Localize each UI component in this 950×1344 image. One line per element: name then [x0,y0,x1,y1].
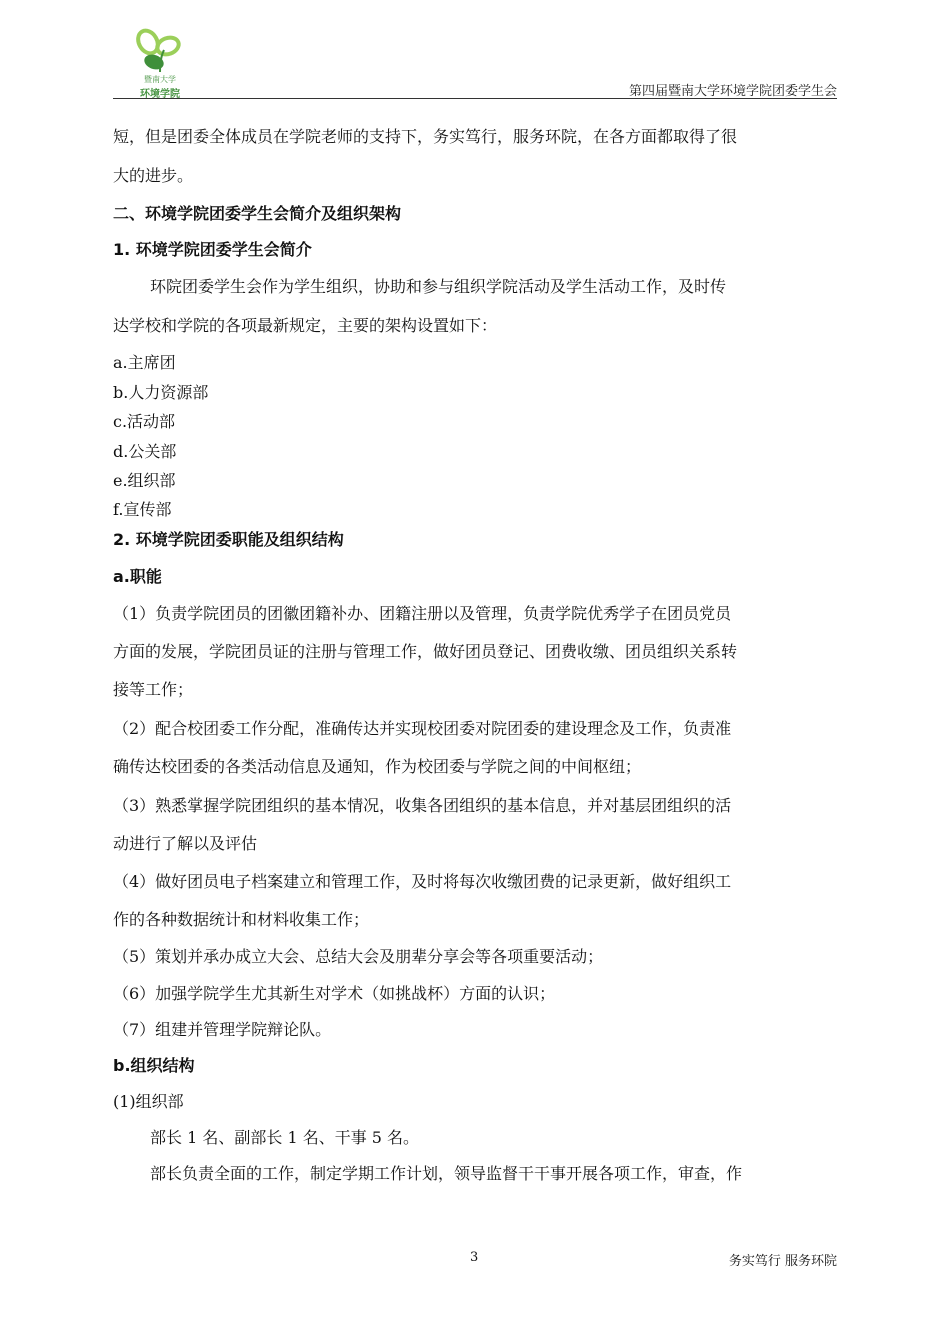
list-item: e.组织部 [113,471,176,490]
list-item: b.人力资源部 [113,383,209,402]
header-divider [113,98,837,99]
paragraph-line: （3）熟悉掌握学院团组织的基本情况，收集各团组织的基本信息，并对基层团组织的活 [113,796,732,815]
paragraph-line: （6）加强学院学生尤其新生对学术（如挑战杯）方面的认识； [113,984,556,1003]
paragraph-line: （1）负责学院团员的团徽团籍补办、团籍注册以及管理，负责学院优秀学子在团员党员 [113,604,732,623]
subsection-heading: b.组织结构 [113,1056,195,1075]
list-item: c.活动部 [113,412,176,431]
paragraph-line: 作的各种数据统计和材料收集工作； [113,910,370,929]
section-heading: 二、环境学院团委学生会简介及组织架构 [113,204,402,223]
list-item: f.宣传部 [113,500,172,519]
paragraph-line: 动进行了解以及评估 [113,834,258,853]
paragraph-line: 接等工作； [113,680,194,699]
list-item: a.主席团 [113,353,176,372]
footer-motto: 务实笃行 服务环院 [728,1254,837,1269]
paragraph-line: （7）组建并管理学院辩论队。 [113,1020,332,1039]
paragraph-line: 环院团委学生会作为学生组织，协助和参与组织学院活动及学生活动工作，及时传 [150,277,727,296]
subsection-heading: a.职能 [113,567,162,586]
page-number: 3 [470,1250,479,1265]
list-item: d.公关部 [113,442,177,461]
paragraph-line: （4）做好团员电子档案建立和管理工作，及时将每次收缴团费的记录更新，做好组织工 [113,872,732,891]
header-title: 第四届暨南大学环境学院团委学生会 [628,84,837,99]
paragraph-line: 方面的发展，学院团员证的注册与管理工作，做好团员登记、团费收缴、团员组织关系转 [113,642,738,661]
logo-text-university: 暨南大学 [144,75,176,84]
paragraph-line: (1)组织部 [113,1092,184,1111]
paragraph-line: （5）策划并承办成立大会、总结大会及朋辈分享会等各项重要活动； [113,947,604,966]
paragraph-line: 达学校和学院的各项最新规定，主要的架构设置如下： [113,316,498,335]
subsection-heading: 1. 环境学院团委学生会简介 [113,240,312,259]
college-logo [128,28,192,100]
paragraph-line: 短，但是团委全体成员在学院老师的支持下，务实笃行，服务环院，在各方面都取得了很 [113,127,738,146]
paragraph-line: 部长负责全面的工作，制定学期工作计划，领导监督干干事开展各项工作，审查，作 [150,1164,743,1183]
paragraph-line: （2）配合校团委工作分配，准确传达并实现校团委对院团委的建设理念及工作，负责准 [113,719,732,738]
logo-text-college: 环境学院 [140,89,180,100]
leaf-logo-icon [134,28,186,74]
subsection-heading: 2. 环境学院团委职能及组织结构 [113,530,344,549]
paragraph-line: 部长 1 名、副部长 1 名、干事 5 名。 [150,1128,420,1147]
paragraph-line: 确传达校团委的各类活动信息及通知，作为校团委与学院之间的中间枢纽； [113,757,642,776]
paragraph-line: 大的进步。 [113,166,194,185]
